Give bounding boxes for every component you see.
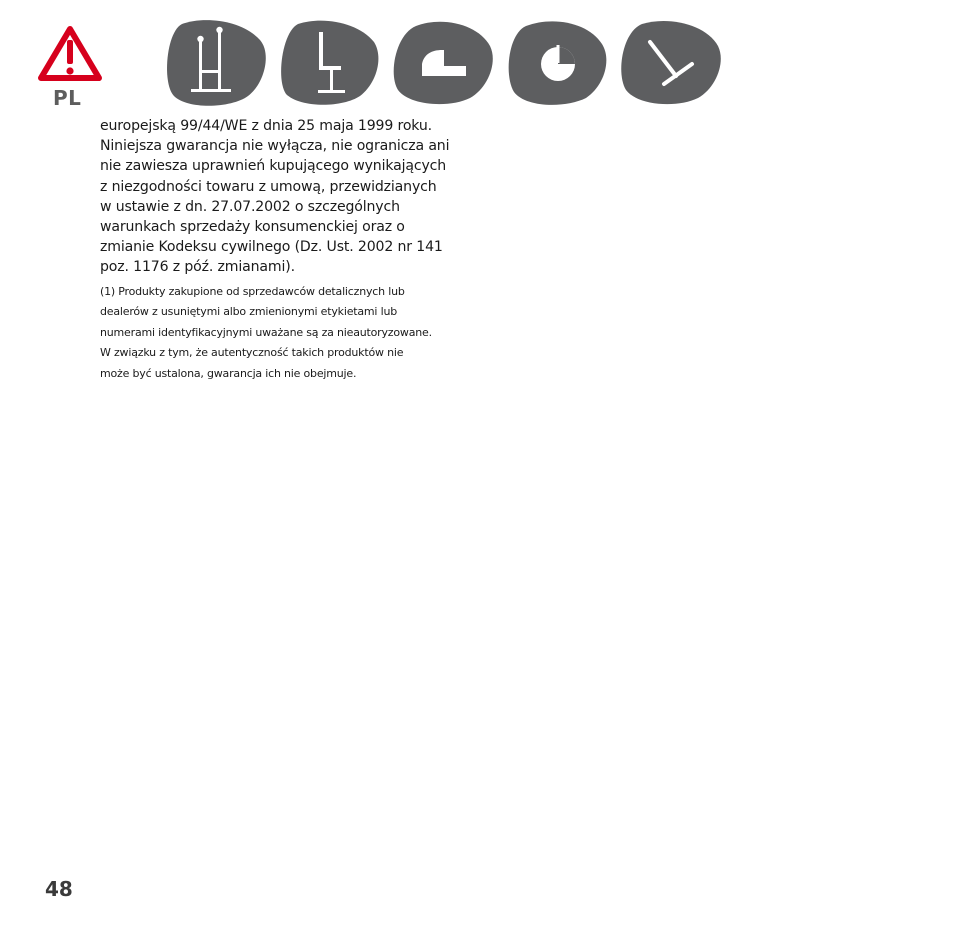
footnote-line: numerami identyfikacyjnymi uważane są za nieautoryzowane. bbox=[100, 325, 432, 339]
seat-with-tall-backrest-icon bbox=[164, 18, 268, 108]
bassinet-icon bbox=[392, 18, 496, 108]
language-code: PL bbox=[53, 86, 82, 110]
category-icons bbox=[164, 18, 730, 108]
footnote-line: W związku z tym, że autentyczność takich produktów nie bbox=[100, 346, 404, 360]
paragraph-line: warunkach sprzedaży konsumenckiej oraz o bbox=[100, 219, 405, 236]
warning-triangle-icon bbox=[36, 24, 104, 84]
footnote-line: dealerów z usuniętymi albo zmienionymi etykietami lub bbox=[100, 305, 397, 319]
paragraph-line: europejską 99/44/WE z dnia 25 maja 1999 roku. bbox=[100, 118, 432, 134]
seat-with-short-backrest-icon bbox=[278, 18, 382, 108]
footnote-line: może być ustalona, gwarancja ich nie obejmuje. bbox=[100, 366, 357, 380]
pointer-hand-icon bbox=[620, 18, 724, 108]
paragraph-line: poz. 1176 z póź. zmianami). bbox=[100, 259, 295, 276]
paragraph-line: Niniejsza gwarancja nie wyłącza, nie ogranicza ani bbox=[100, 138, 450, 155]
warranty-paragraph bbox=[100, 116, 472, 278]
clock-icon bbox=[506, 18, 610, 108]
paragraph-line: nie zawiesza uprawnień kupującego wynikających bbox=[100, 158, 447, 175]
paragraph-line: w ustawie z dn. 27.07.2002 o szczególnych bbox=[100, 198, 400, 215]
footnote-line: (1) Produkty zakupione od sprzedawców detalicznych lub bbox=[100, 285, 405, 298]
paragraph-line: zmianie Kodeksu cywilnego (Dz. Ust. 2002 nr 141 bbox=[100, 239, 443, 256]
paragraph-line: z niezgodności towaru z umową, przewidzianych bbox=[100, 178, 437, 195]
warning-block bbox=[36, 24, 104, 110]
page-number: 48 bbox=[45, 877, 73, 901]
footnote bbox=[100, 282, 480, 384]
